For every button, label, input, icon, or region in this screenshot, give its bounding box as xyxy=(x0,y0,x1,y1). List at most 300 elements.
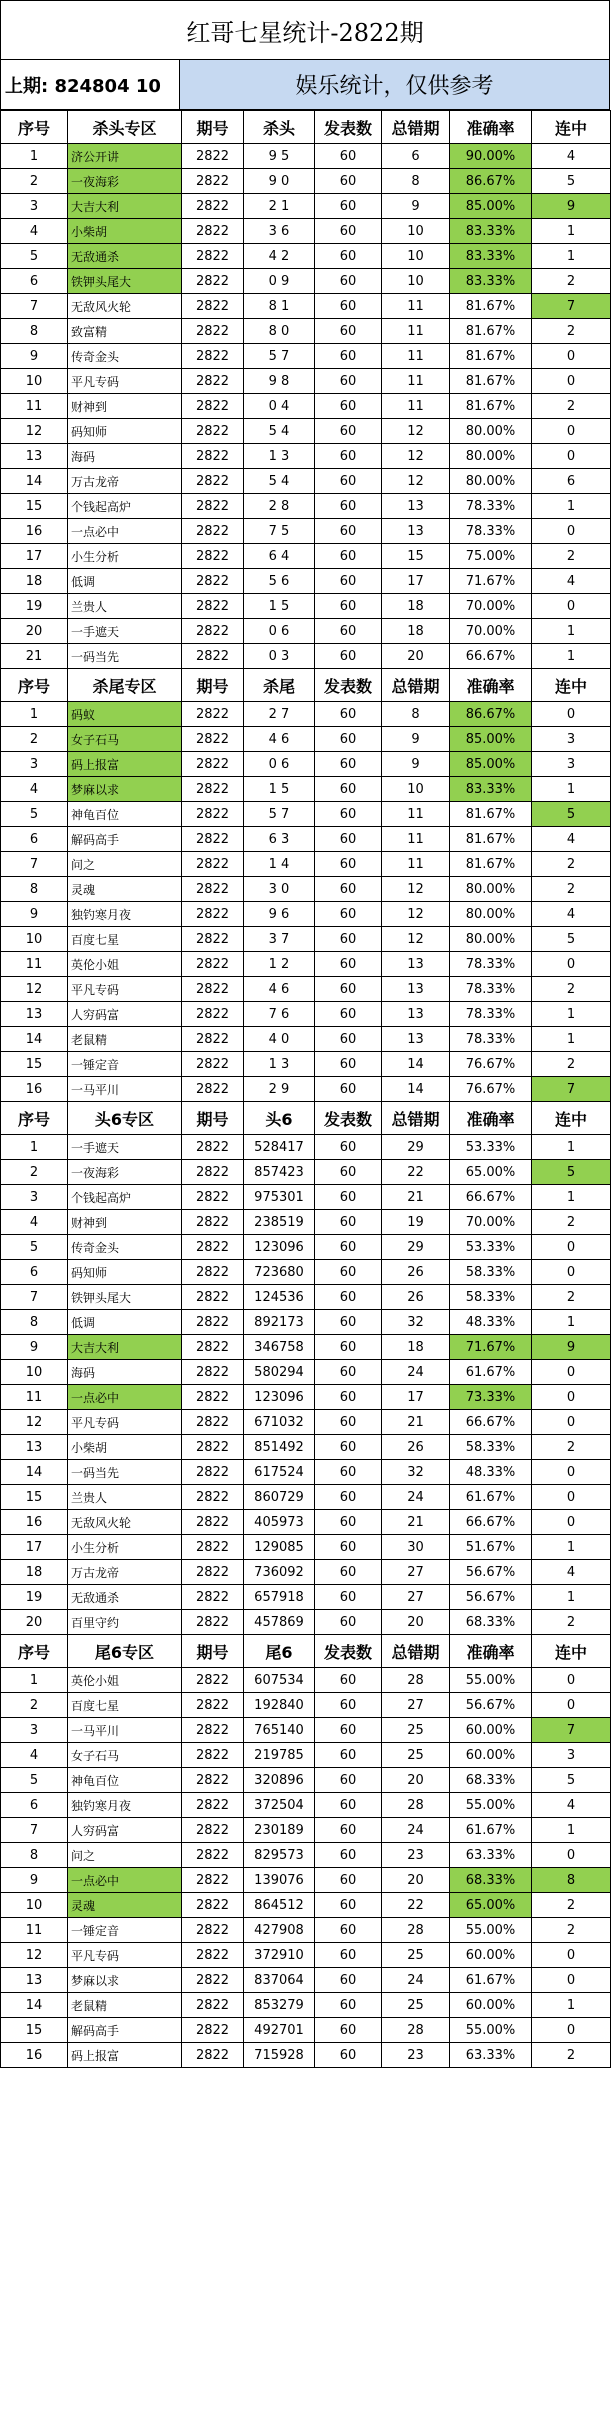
cell-source: 大吉大利 xyxy=(68,1335,182,1360)
cell-published: 60 xyxy=(315,619,382,644)
cell-issue: 2822 xyxy=(182,1410,244,1435)
cell-issue: 2822 xyxy=(182,494,244,519)
cell-issue: 2822 xyxy=(182,1585,244,1610)
cell-index: 15 xyxy=(1,2018,68,2043)
cell-accuracy: 76.67% xyxy=(450,1052,532,1077)
cell-misses: 11 xyxy=(382,344,450,369)
cell-prediction: 6 3 xyxy=(244,827,315,852)
table-row xyxy=(1,777,611,802)
cell-prediction: 7 5 xyxy=(244,519,315,544)
cell-index: 15 xyxy=(1,494,68,519)
table-row xyxy=(1,1585,611,1610)
cell-streak: 5 xyxy=(532,169,611,194)
cell-published: 60 xyxy=(315,1843,382,1868)
table-row xyxy=(1,1360,611,1385)
cell-published: 60 xyxy=(315,877,382,902)
cell-published: 60 xyxy=(315,902,382,927)
cell-streak: 5 xyxy=(532,1768,611,1793)
cell-source: 码上报富 xyxy=(68,752,182,777)
cell-issue: 2822 xyxy=(182,802,244,827)
cell-streak: 9 xyxy=(532,194,611,219)
table-row xyxy=(1,619,611,644)
cell-index: 9 xyxy=(1,1868,68,1893)
cell-misses: 11 xyxy=(382,294,450,319)
cell-prediction: 124536 xyxy=(244,1285,315,1310)
cell-accuracy: 78.33% xyxy=(450,494,532,519)
cell-misses: 12 xyxy=(382,444,450,469)
cell-prediction: 123096 xyxy=(244,1385,315,1410)
cell-prediction: 5 7 xyxy=(244,802,315,827)
cell-accuracy: 61.67% xyxy=(450,1360,532,1385)
column-header-accuracy: 准确率 xyxy=(450,1102,532,1135)
cell-misses: 21 xyxy=(382,1410,450,1435)
cell-accuracy: 81.67% xyxy=(450,369,532,394)
table-row xyxy=(1,219,611,244)
cell-prediction: 9 8 xyxy=(244,369,315,394)
cell-prediction: 0 6 xyxy=(244,619,315,644)
cell-source: 兰贵人 xyxy=(68,594,182,619)
cell-index: 12 xyxy=(1,1943,68,1968)
cell-issue: 2822 xyxy=(182,269,244,294)
cell-published: 60 xyxy=(315,1968,382,1993)
cell-misses: 8 xyxy=(382,169,450,194)
cell-source: 平凡专码 xyxy=(68,1943,182,1968)
cell-index: 8 xyxy=(1,1843,68,1868)
column-header-issue: 期号 xyxy=(182,111,244,144)
cell-accuracy: 76.67% xyxy=(450,1077,532,1102)
table-row xyxy=(1,1135,611,1160)
cell-misses: 24 xyxy=(382,1818,450,1843)
table-row xyxy=(1,419,611,444)
cell-streak: 4 xyxy=(532,569,611,594)
cell-accuracy: 65.00% xyxy=(450,1160,532,1185)
cell-index: 7 xyxy=(1,1285,68,1310)
cell-streak: 1 xyxy=(532,1002,611,1027)
cell-prediction: 3 7 xyxy=(244,927,315,952)
cell-misses: 10 xyxy=(382,244,450,269)
cell-misses: 26 xyxy=(382,1260,450,1285)
cell-misses: 9 xyxy=(382,194,450,219)
cell-index: 18 xyxy=(1,569,68,594)
cell-published: 60 xyxy=(315,1210,382,1235)
cell-accuracy: 80.00% xyxy=(450,419,532,444)
cell-source: 大吉大利 xyxy=(68,194,182,219)
cell-misses: 32 xyxy=(382,1310,450,1335)
cell-prediction: 853279 xyxy=(244,1993,315,2018)
cell-source: 济公开讲 xyxy=(68,144,182,169)
cell-prediction: 5 4 xyxy=(244,469,315,494)
table-row xyxy=(1,1052,611,1077)
cell-issue: 2822 xyxy=(182,294,244,319)
table-row xyxy=(1,394,611,419)
cell-published: 60 xyxy=(315,1135,382,1160)
table-row xyxy=(1,1535,611,1560)
cell-issue: 2822 xyxy=(182,144,244,169)
cell-index: 11 xyxy=(1,952,68,977)
cell-prediction: 230189 xyxy=(244,1818,315,1843)
cell-accuracy: 81.67% xyxy=(450,319,532,344)
cell-misses: 25 xyxy=(382,1943,450,1968)
cell-index: 14 xyxy=(1,469,68,494)
cell-misses: 12 xyxy=(382,469,450,494)
cell-index: 11 xyxy=(1,1385,68,1410)
table-row xyxy=(1,644,611,669)
table-row xyxy=(1,1160,611,1185)
cell-source: 百度七星 xyxy=(68,927,182,952)
cell-streak: 0 xyxy=(532,1843,611,1868)
cell-accuracy: 66.67% xyxy=(450,1185,532,1210)
cell-accuracy: 78.33% xyxy=(450,1002,532,1027)
cell-accuracy: 53.33% xyxy=(450,1135,532,1160)
cell-source: 英伦小姐 xyxy=(68,952,182,977)
cell-misses: 12 xyxy=(382,419,450,444)
cell-streak: 0 xyxy=(532,369,611,394)
cell-accuracy: 86.67% xyxy=(450,169,532,194)
cell-prediction: 219785 xyxy=(244,1743,315,1768)
section-header-row xyxy=(1,1635,611,1668)
cell-issue: 2822 xyxy=(182,1002,244,1027)
cell-prediction: 829573 xyxy=(244,1843,315,1868)
cell-issue: 2822 xyxy=(182,1385,244,1410)
cell-prediction: 0 6 xyxy=(244,752,315,777)
cell-published: 60 xyxy=(315,444,382,469)
cell-prediction: 0 3 xyxy=(244,644,315,669)
table-row xyxy=(1,1693,611,1718)
cell-index: 4 xyxy=(1,1743,68,1768)
cell-index: 10 xyxy=(1,1360,68,1385)
cell-prediction: 580294 xyxy=(244,1360,315,1385)
cell-accuracy: 66.67% xyxy=(450,644,532,669)
cell-prediction: 320896 xyxy=(244,1768,315,1793)
cell-published: 60 xyxy=(315,1668,382,1693)
column-header-accuracy: 准确率 xyxy=(450,111,532,144)
cell-streak: 1 xyxy=(532,1535,611,1560)
cell-index: 6 xyxy=(1,269,68,294)
cell-misses: 17 xyxy=(382,569,450,594)
cell-issue: 2822 xyxy=(182,1485,244,1510)
disclaimer-banner: 娱乐统计，仅供参考 xyxy=(180,60,610,110)
cell-prediction: 0 4 xyxy=(244,394,315,419)
column-header-misses: 总错期 xyxy=(382,111,450,144)
cell-published: 60 xyxy=(315,419,382,444)
column-header-index: 序号 xyxy=(1,1635,68,1668)
cell-source: 一手遮天 xyxy=(68,619,182,644)
column-header-issue: 期号 xyxy=(182,1635,244,1668)
table-row xyxy=(1,169,611,194)
cell-accuracy: 55.00% xyxy=(450,2018,532,2043)
table-row xyxy=(1,494,611,519)
table-row xyxy=(1,1027,611,1052)
cell-source: 一点必中 xyxy=(68,519,182,544)
table-row xyxy=(1,1460,611,1485)
cell-streak: 1 xyxy=(532,1027,611,1052)
cell-index: 16 xyxy=(1,2043,68,2068)
cell-prediction: 372910 xyxy=(244,1943,315,1968)
table-row xyxy=(1,519,611,544)
table-row xyxy=(1,369,611,394)
cell-accuracy: 78.33% xyxy=(450,1027,532,1052)
cell-prediction: 2 9 xyxy=(244,1077,315,1102)
cell-accuracy: 80.00% xyxy=(450,927,532,952)
cell-index: 6 xyxy=(1,1793,68,1818)
column-header-prediction: 尾6 xyxy=(244,1635,315,1668)
cell-misses: 10 xyxy=(382,269,450,294)
cell-index: 12 xyxy=(1,1410,68,1435)
cell-published: 60 xyxy=(315,1693,382,1718)
cell-source: 个钱起高炉 xyxy=(68,1185,182,1210)
cell-index: 1 xyxy=(1,1668,68,1693)
cell-index: 9 xyxy=(1,902,68,927)
cell-streak: 1 xyxy=(532,1310,611,1335)
cell-misses: 28 xyxy=(382,1918,450,1943)
cell-accuracy: 71.67% xyxy=(450,569,532,594)
cell-streak: 6 xyxy=(532,469,611,494)
cell-issue: 2822 xyxy=(182,1027,244,1052)
cell-index: 8 xyxy=(1,319,68,344)
cell-prediction: 8 1 xyxy=(244,294,315,319)
cell-source: 灵魂 xyxy=(68,877,182,902)
cell-index: 9 xyxy=(1,344,68,369)
column-header-accuracy: 准确率 xyxy=(450,1635,532,1668)
cell-index: 13 xyxy=(1,444,68,469)
cell-misses: 22 xyxy=(382,1893,450,1918)
cell-accuracy: 71.67% xyxy=(450,1335,532,1360)
cell-published: 60 xyxy=(315,144,382,169)
cell-index: 11 xyxy=(1,1918,68,1943)
table-row xyxy=(1,2043,611,2068)
column-header-misses: 总错期 xyxy=(382,1102,450,1135)
stats-table-wrap xyxy=(0,110,610,2068)
cell-index: 2 xyxy=(1,169,68,194)
cell-published: 60 xyxy=(315,1460,382,1485)
cell-index: 17 xyxy=(1,544,68,569)
cell-accuracy: 86.67% xyxy=(450,702,532,727)
cell-issue: 2822 xyxy=(182,1668,244,1693)
cell-issue: 2822 xyxy=(182,2018,244,2043)
cell-issue: 2822 xyxy=(182,519,244,544)
column-header-misses: 总错期 xyxy=(382,669,450,702)
cell-published: 60 xyxy=(315,1360,382,1385)
cell-misses: 24 xyxy=(382,1360,450,1385)
cell-misses: 13 xyxy=(382,1027,450,1052)
table-row xyxy=(1,752,611,777)
cell-source: 一夜海彩 xyxy=(68,1160,182,1185)
cell-accuracy: 83.33% xyxy=(450,219,532,244)
column-header-index: 序号 xyxy=(1,669,68,702)
cell-index: 12 xyxy=(1,977,68,1002)
cell-streak: 7 xyxy=(532,1077,611,1102)
cell-issue: 2822 xyxy=(182,877,244,902)
cell-published: 60 xyxy=(315,1310,382,1335)
cell-streak: 8 xyxy=(532,1868,611,1893)
cell-published: 60 xyxy=(315,1993,382,2018)
cell-source: 海码 xyxy=(68,444,182,469)
cell-issue: 2822 xyxy=(182,1918,244,1943)
cell-misses: 13 xyxy=(382,977,450,1002)
cell-index: 5 xyxy=(1,244,68,269)
cell-issue: 2822 xyxy=(182,1693,244,1718)
cell-streak: 1 xyxy=(532,244,611,269)
cell-prediction: 1 3 xyxy=(244,1052,315,1077)
cell-published: 60 xyxy=(315,752,382,777)
cell-misses: 22 xyxy=(382,1160,450,1185)
cell-prediction: 975301 xyxy=(244,1185,315,1210)
cell-misses: 13 xyxy=(382,494,450,519)
cell-published: 60 xyxy=(315,1943,382,1968)
cell-accuracy: 58.33% xyxy=(450,1260,532,1285)
cell-source: 码蚁 xyxy=(68,702,182,727)
cell-prediction: 4 2 xyxy=(244,244,315,269)
cell-source: 神龟百位 xyxy=(68,802,182,827)
cell-published: 60 xyxy=(315,1335,382,1360)
cell-accuracy: 58.33% xyxy=(450,1285,532,1310)
cell-prediction: 4 6 xyxy=(244,977,315,1002)
cell-index: 15 xyxy=(1,1052,68,1077)
cell-source: 英伦小姐 xyxy=(68,1668,182,1693)
cell-index: 4 xyxy=(1,777,68,802)
cell-source: 个钱起高炉 xyxy=(68,494,182,519)
cell-issue: 2822 xyxy=(182,244,244,269)
cell-index: 18 xyxy=(1,1560,68,1585)
cell-streak: 1 xyxy=(532,1993,611,2018)
cell-accuracy: 61.67% xyxy=(450,1968,532,1993)
cell-index: 13 xyxy=(1,1002,68,1027)
cell-misses: 23 xyxy=(382,1843,450,1868)
cell-index: 2 xyxy=(1,1160,68,1185)
cell-streak: 0 xyxy=(532,1968,611,1993)
table-row xyxy=(1,319,611,344)
cell-streak: 0 xyxy=(532,1943,611,1968)
cell-streak: 1 xyxy=(532,1185,611,1210)
cell-published: 60 xyxy=(315,1793,382,1818)
table-row xyxy=(1,269,611,294)
page-title: 红哥七星统计-2822期 xyxy=(0,0,610,60)
cell-prediction: 5 4 xyxy=(244,419,315,444)
cell-issue: 2822 xyxy=(182,644,244,669)
cell-misses: 24 xyxy=(382,1485,450,1510)
cell-misses: 27 xyxy=(382,1585,450,1610)
cell-prediction: 2 8 xyxy=(244,494,315,519)
cell-published: 60 xyxy=(315,344,382,369)
cell-issue: 2822 xyxy=(182,544,244,569)
cell-misses: 26 xyxy=(382,1285,450,1310)
cell-accuracy: 48.33% xyxy=(450,1460,532,1485)
cell-accuracy: 75.00% xyxy=(450,544,532,569)
cell-index: 12 xyxy=(1,419,68,444)
cell-accuracy: 55.00% xyxy=(450,1793,532,1818)
table-row xyxy=(1,1485,611,1510)
cell-issue: 2822 xyxy=(182,219,244,244)
cell-accuracy: 81.67% xyxy=(450,344,532,369)
cell-accuracy: 68.33% xyxy=(450,1768,532,1793)
cell-issue: 2822 xyxy=(182,1868,244,1893)
table-row xyxy=(1,1560,611,1585)
cell-streak: 2 xyxy=(532,1210,611,1235)
table-row xyxy=(1,1410,611,1435)
cell-misses: 10 xyxy=(382,777,450,802)
cell-accuracy: 85.00% xyxy=(450,194,532,219)
cell-published: 60 xyxy=(315,1235,382,1260)
cell-source: 一锤定音 xyxy=(68,1918,182,1943)
cell-accuracy: 70.00% xyxy=(450,619,532,644)
cell-streak: 2 xyxy=(532,877,611,902)
cell-accuracy: 56.67% xyxy=(450,1693,532,1718)
cell-issue: 2822 xyxy=(182,2043,244,2068)
cell-index: 19 xyxy=(1,1585,68,1610)
cell-prediction: 5 6 xyxy=(244,569,315,594)
cell-source: 兰贵人 xyxy=(68,1485,182,1510)
cell-streak: 1 xyxy=(532,777,611,802)
cell-accuracy: 70.00% xyxy=(450,1210,532,1235)
table-row xyxy=(1,902,611,927)
cell-misses: 29 xyxy=(382,1135,450,1160)
cell-index: 10 xyxy=(1,369,68,394)
cell-misses: 21 xyxy=(382,1510,450,1535)
cell-published: 60 xyxy=(315,1027,382,1052)
cell-prediction: 857423 xyxy=(244,1160,315,1185)
cell-published: 60 xyxy=(315,852,382,877)
cell-accuracy: 80.00% xyxy=(450,877,532,902)
cell-issue: 2822 xyxy=(182,469,244,494)
cell-index: 16 xyxy=(1,519,68,544)
stats-table xyxy=(0,110,611,2068)
cell-issue: 2822 xyxy=(182,852,244,877)
cell-index: 3 xyxy=(1,194,68,219)
cell-prediction: 8 0 xyxy=(244,319,315,344)
cell-source: 小生分析 xyxy=(68,1535,182,1560)
cell-accuracy: 80.00% xyxy=(450,469,532,494)
cell-published: 60 xyxy=(315,1285,382,1310)
table-row xyxy=(1,702,611,727)
cell-prediction: 6 4 xyxy=(244,544,315,569)
table-row xyxy=(1,1610,611,1635)
cell-index: 20 xyxy=(1,619,68,644)
cell-index: 3 xyxy=(1,1185,68,1210)
cell-issue: 2822 xyxy=(182,1210,244,1235)
cell-source: 百度七星 xyxy=(68,1693,182,1718)
cell-misses: 25 xyxy=(382,1718,450,1743)
cell-source: 无敌风火轮 xyxy=(68,294,182,319)
cell-misses: 11 xyxy=(382,827,450,852)
cell-index: 6 xyxy=(1,1260,68,1285)
cell-source: 一马平川 xyxy=(68,1077,182,1102)
cell-published: 60 xyxy=(315,1818,382,1843)
cell-issue: 2822 xyxy=(182,1435,244,1460)
cell-published: 60 xyxy=(315,594,382,619)
table-row xyxy=(1,1235,611,1260)
cell-prediction: 405973 xyxy=(244,1510,315,1535)
cell-issue: 2822 xyxy=(182,1360,244,1385)
cell-published: 60 xyxy=(315,1077,382,1102)
cell-prediction: 851492 xyxy=(244,1435,315,1460)
cell-accuracy: 68.33% xyxy=(450,1610,532,1635)
cell-streak: 1 xyxy=(532,1135,611,1160)
cell-source: 平凡专码 xyxy=(68,369,182,394)
cell-streak: 2 xyxy=(532,1285,611,1310)
column-header-streak: 连中 xyxy=(532,669,611,702)
cell-prediction: 617524 xyxy=(244,1460,315,1485)
cell-index: 10 xyxy=(1,927,68,952)
cell-index: 5 xyxy=(1,802,68,827)
cell-prediction: 1 2 xyxy=(244,952,315,977)
table-row xyxy=(1,1435,611,1460)
table-row xyxy=(1,1768,611,1793)
cell-source: 女子石马 xyxy=(68,1743,182,1768)
table-row xyxy=(1,1968,611,1993)
cell-prediction: 457869 xyxy=(244,1610,315,1635)
last-draw-result: 上期: 824804 10 xyxy=(0,60,180,110)
cell-index: 8 xyxy=(1,1310,68,1335)
